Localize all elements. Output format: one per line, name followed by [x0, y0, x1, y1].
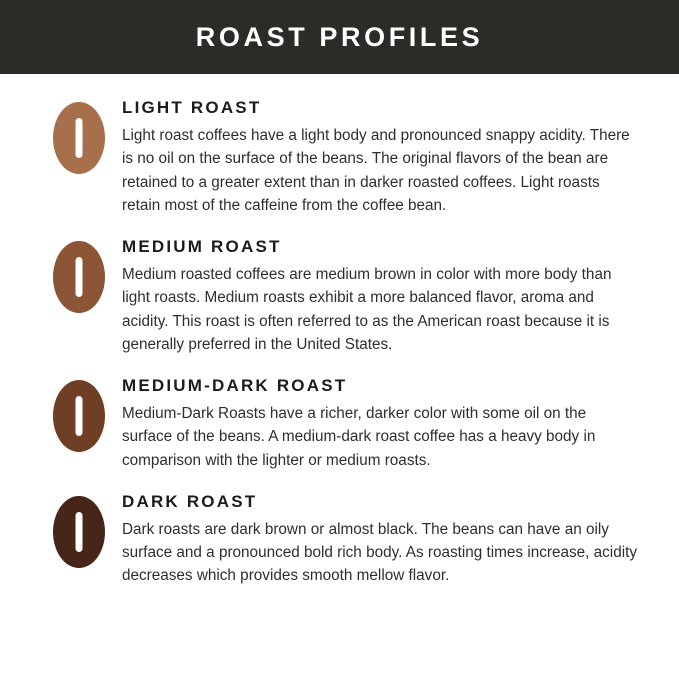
bean-crease [76, 257, 83, 297]
roast-name: MEDIUM-DARK ROAST [122, 376, 348, 395]
list-item [36, 96, 637, 217]
coffee-bean-icon [53, 380, 105, 452]
roast-description: Dark roasts are dark brown or almost black. The beans can have an oily surface and a pronounced bold rich body. As roasting times increase, acidity decreases which provides smooth mellow flavor. [122, 520, 637, 585]
roast-name: DARK ROAST [122, 491, 258, 511]
roast-description: Light roast coffees have a light body and pronounced snappy acidity. There is no oil on the surface of the beans. The original flavors of the bean are retained to a greater extent than in darker roasted coffees. Light roasts retain most of the caffeine from the coffee bean. [122, 127, 630, 214]
bean-icon-wrap [36, 490, 122, 568]
bean-crease [76, 118, 83, 158]
roast-text-block [122, 374, 637, 472]
page-title: ROAST PROFILES [195, 21, 484, 52]
list-item [36, 490, 637, 588]
bean-icon-wrap [36, 374, 122, 452]
roast-text-block [122, 235, 637, 356]
list-item [36, 235, 637, 356]
coffee-bean-icon [53, 102, 105, 174]
roast-description: Medium-Dark Roasts have a richer, darker color with some oil on the surface of the beans. A medium-dark roast coffee has a heavy body in comparison with the lighter or medium roasts. [122, 405, 596, 469]
bean-icon-wrap [36, 96, 122, 174]
coffee-bean-icon [53, 241, 105, 313]
roast-list [0, 74, 679, 588]
roast-description: Medium roasted coffees are medium brown in color with more body than light roasts. Medium roasts exhibit a more balanced flavor, aroma and acidity. This roast is often referred to as the American roast because it is generally preferred in the United States. [122, 266, 612, 353]
bean-crease [76, 396, 83, 436]
roast-text-block [122, 96, 637, 217]
roast-text-block [122, 490, 637, 588]
roast-name: MEDIUM ROAST [122, 237, 282, 256]
roast-name: LIGHT ROAST [122, 98, 262, 117]
list-item [36, 374, 637, 472]
page-header [0, 0, 679, 74]
bean-icon-wrap [36, 235, 122, 313]
bean-crease [76, 512, 83, 552]
coffee-bean-icon [53, 496, 105, 568]
